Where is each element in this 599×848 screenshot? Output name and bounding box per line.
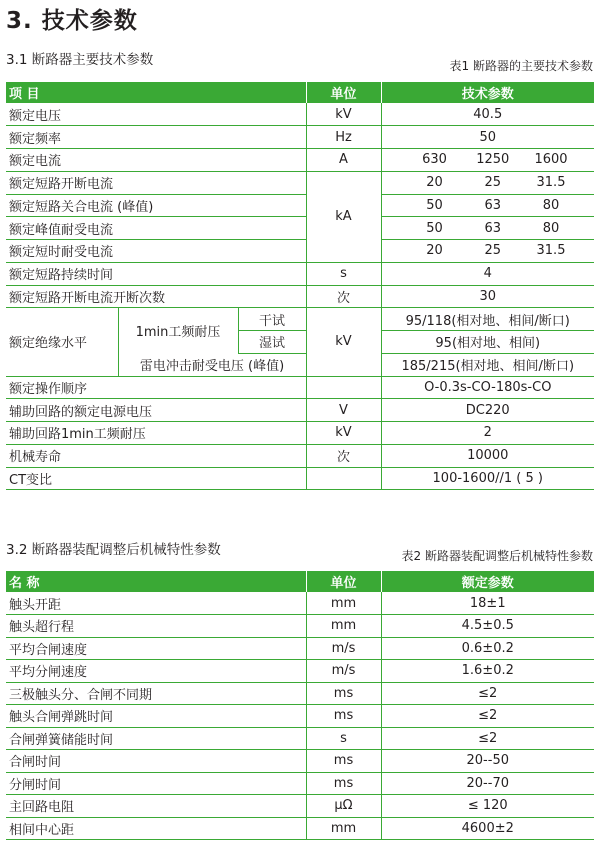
row-name: 额定短路关合电流 (峰值): [6, 194, 306, 217]
row-name: 额定短路持续时间: [6, 262, 306, 285]
row-unit: [306, 467, 381, 490]
table-row: [6, 262, 594, 285]
header-rated: 额定参数: [381, 571, 594, 592]
page-title: 3. 技术参数: [6, 8, 138, 34]
table-row: [6, 217, 594, 240]
row-value: 4.5±0.5: [381, 615, 594, 638]
row-value: 30: [381, 285, 594, 308]
row-unit: [306, 376, 381, 399]
row-unit: A: [306, 149, 381, 172]
row-value: ≤2: [381, 727, 594, 750]
row-value: 40.5: [381, 103, 594, 126]
row-unit: 次: [306, 285, 381, 308]
row-value: 4: [381, 262, 594, 285]
value-cell: 630: [422, 152, 447, 168]
row-name: 合闸时间: [6, 750, 306, 773]
row-name: 平均分闸速度: [6, 660, 306, 683]
row-values: [381, 149, 594, 172]
header-unit: 单位: [306, 571, 381, 592]
insulation-name: 额定绝缘水平: [6, 308, 118, 376]
row-unit: m/s: [306, 637, 381, 660]
header-item: 项 目: [6, 82, 306, 103]
row-unit: ms: [306, 772, 381, 795]
row-unit: Hz: [306, 126, 381, 149]
value-cell: 63: [484, 197, 502, 213]
table-row: [6, 795, 594, 818]
table-1-caption: 表1 断路器的主要技术参数: [449, 59, 593, 73]
row-values: [381, 171, 594, 194]
row-unit: s: [306, 262, 381, 285]
table-row: [6, 103, 594, 126]
row-name: 额定电流: [6, 149, 306, 172]
value-cell: 31.5: [536, 175, 566, 191]
row-unit: 次: [306, 444, 381, 467]
table-row: [6, 750, 594, 773]
row-name: 辅助回路1min工频耐压: [6, 422, 306, 445]
row-unit: V: [306, 399, 381, 422]
value-cell: 80: [542, 220, 560, 236]
header-unit: 单位: [306, 82, 381, 103]
row-value: 4600±2: [381, 817, 594, 840]
row-value: 2: [381, 422, 594, 445]
table-row: [6, 171, 594, 194]
table-row: [6, 615, 594, 638]
table-header-row: [6, 82, 594, 103]
value-cell: 63: [484, 220, 502, 236]
row-unit: ms: [306, 705, 381, 728]
table-mechanical-params: [6, 571, 594, 840]
row-value: 18±1: [381, 592, 594, 615]
row-name: CT变比: [6, 467, 306, 490]
row-unit: μΩ: [306, 795, 381, 818]
table-row: [6, 240, 594, 263]
insulation-power-freq: 1min工频耐压: [118, 308, 238, 354]
row-name: 额定短路开断电流: [6, 171, 306, 194]
row-unit: mm: [306, 817, 381, 840]
row-name: 相间中心距: [6, 817, 306, 840]
row-value: ≤ 120: [381, 795, 594, 818]
row-name: 额定电压: [6, 103, 306, 126]
table-row: [6, 422, 594, 445]
table-row: [6, 285, 594, 308]
table-row: [6, 705, 594, 728]
table-row-insulation-dry: [6, 308, 594, 331]
table-main-technical-params: [6, 82, 594, 490]
table-row: [6, 467, 594, 490]
table-row: [6, 660, 594, 683]
value-cell: 80: [542, 197, 560, 213]
value-cell: 31.5: [536, 243, 566, 259]
table-row: [6, 376, 594, 399]
row-unit: kV: [306, 103, 381, 126]
row-name: 触头合闸弹跳时间: [6, 705, 306, 728]
table-row: [6, 772, 594, 795]
row-unit: ms: [306, 750, 381, 773]
insulation-lightning-value: 185/215(相对地、相间/断口): [381, 353, 594, 376]
insulation-wet: 湿试: [238, 331, 306, 354]
row-name: 额定短时耐受电流: [6, 240, 306, 263]
insulation-dry-value: 95/118(相对地、相间/断口): [381, 308, 594, 331]
table-row: [6, 126, 594, 149]
section-2-title: 3.2 断路器装配调整后机械特性参数: [6, 542, 221, 558]
value-cell: 1250: [476, 152, 510, 168]
row-name: 平均合闸速度: [6, 637, 306, 660]
row-unit-ka: kA: [306, 171, 381, 262]
value-cell: 50: [426, 220, 443, 236]
row-unit: mm: [306, 615, 381, 638]
row-value: 50: [381, 126, 594, 149]
table-row: [6, 592, 594, 615]
row-value: DC220: [381, 399, 594, 422]
table-row: [6, 817, 594, 840]
table-2-caption: 表2 断路器装配调整后机械特性参数: [401, 549, 593, 563]
row-unit: mm: [306, 592, 381, 615]
row-name: 合闸弹簧储能时间: [6, 727, 306, 750]
row-values: [381, 217, 594, 240]
value-cell: 25: [484, 175, 502, 191]
row-value: 100-1600//1 ( 5 ): [381, 467, 594, 490]
row-name: 额定短路开断电流开断次数: [6, 285, 306, 308]
value-cell: 1600: [534, 152, 568, 168]
table-row: [6, 399, 594, 422]
row-value: 0.6±0.2: [381, 637, 594, 660]
value-cell: 20: [426, 243, 443, 259]
insulation-wet-value: 95(相对地、相间): [381, 331, 594, 354]
row-value: O-0.3s-CO-180s-CO: [381, 376, 594, 399]
row-name: 分闸时间: [6, 772, 306, 795]
insulation-dry: 干试: [238, 308, 306, 331]
section-1-title: 3.1 断路器主要技术参数: [6, 52, 154, 68]
insulation-unit: kV: [306, 308, 381, 376]
row-name: 辅助回路的额定电源电压: [6, 399, 306, 422]
row-unit: s: [306, 727, 381, 750]
row-unit: ms: [306, 682, 381, 705]
row-value: 20--50: [381, 750, 594, 773]
value-cell: 25: [484, 243, 502, 259]
row-value: 10000: [381, 444, 594, 467]
row-value: 20--70: [381, 772, 594, 795]
row-unit: kV: [306, 422, 381, 445]
row-name: 触头超行程: [6, 615, 306, 638]
row-name: 额定峰值耐受电流: [6, 217, 306, 240]
row-name: 额定操作顺序: [6, 376, 306, 399]
row-name: 主回路电阻: [6, 795, 306, 818]
row-name: 额定频率: [6, 126, 306, 149]
value-cell: 20: [426, 175, 443, 191]
header-name: 名 称: [6, 571, 306, 592]
row-name: 机械寿命: [6, 444, 306, 467]
table-row: [6, 637, 594, 660]
table-row: [6, 444, 594, 467]
row-value: ≤2: [381, 705, 594, 728]
value-cell: 50: [426, 197, 443, 213]
row-value: ≤2: [381, 682, 594, 705]
row-values: [381, 194, 594, 217]
table-header-row: [6, 571, 594, 592]
row-values: [381, 240, 594, 263]
table-row: [6, 194, 594, 217]
table-row: [6, 727, 594, 750]
header-param: 技术参数: [381, 82, 594, 103]
row-value: 1.6±0.2: [381, 660, 594, 683]
row-name: 三极触头分、合闸不同期: [6, 682, 306, 705]
table-row: [6, 149, 594, 172]
table-2-body: [6, 592, 594, 840]
insulation-lightning: 雷电冲击耐受电压 (峰值): [118, 353, 306, 376]
table-row: [6, 682, 594, 705]
row-name: 触头开距: [6, 592, 306, 615]
row-unit: m/s: [306, 660, 381, 683]
